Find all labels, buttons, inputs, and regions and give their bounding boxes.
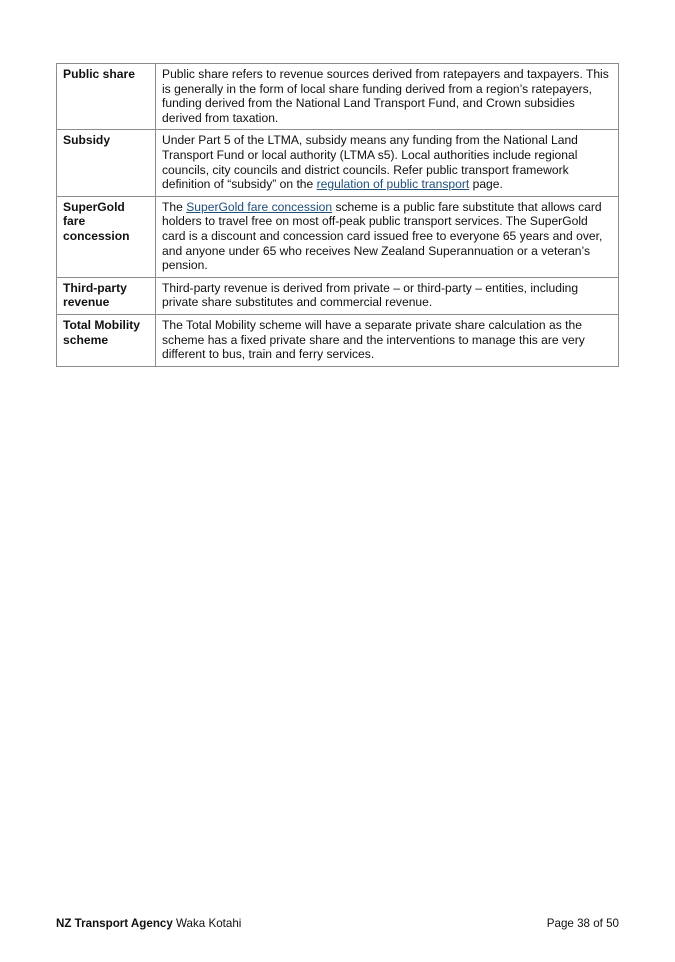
definition-text: page. — [469, 177, 503, 192]
page-number: Page 38 of 50 — [546, 917, 619, 930]
footer-organisation — [56, 917, 241, 931]
table-row — [57, 277, 619, 314]
definition-cell: Third-party revenue is derived from private – or third-party – entities, including private share substitutes and commercial revenue. — [156, 277, 619, 314]
footer-org-rest: Waka Kotahi — [172, 917, 242, 930]
term-cell: Total Mobility scheme — [57, 314, 156, 366]
term-cell: SuperGold fare concession — [57, 196, 156, 277]
term-cell: Subsidy — [57, 130, 156, 196]
definition-text: The — [162, 199, 187, 214]
table-row — [57, 314, 619, 366]
supergold-link[interactable]: SuperGold fare concession — [186, 199, 333, 214]
definition-text: Under Part 5 of the LTMA, subsidy means any funding from the National Land Transport Fund or local authority (LTMA s5). Local authorities include regional councils, city councils and district councils. Refer public transport framework definition of “subsidy” on the — [162, 133, 578, 192]
definition-cell: The Total Mobility scheme will have a separate private share calculation as the scheme has a fixed private share and the interventions to manage this are very different to bus, train and ferry services. — [156, 314, 619, 366]
definition-cell — [156, 196, 619, 277]
footer-org-bold: NZ Transport Agency — [56, 917, 173, 930]
definition-cell: Public share refers to revenue sources derived from ratepayers and taxpayers. This is generally in the form of local share funding derived from a region’s ratepayers, funding derived from the National Land Transport Fund, and Crown subsidies derived from taxation. — [156, 64, 619, 130]
regulation-link[interactable]: regulation of public transport — [316, 177, 470, 192]
definition-cell — [156, 130, 619, 196]
term-cell: Public share — [57, 64, 156, 130]
table-row — [57, 64, 619, 130]
glossary-table — [56, 63, 619, 367]
table-row — [57, 130, 619, 196]
table-row — [57, 196, 619, 277]
definition-text: scheme is a public fare substitute that allows card holders to travel free on most off-peak public transport services. The SuperGold card is a discount and concession card issued free to everyone 65 years and over, and anyone under 65 who receives New Zealand Superannuation or a veteran’s pension. — [162, 199, 603, 273]
term-cell: Third-party revenue — [57, 277, 156, 314]
